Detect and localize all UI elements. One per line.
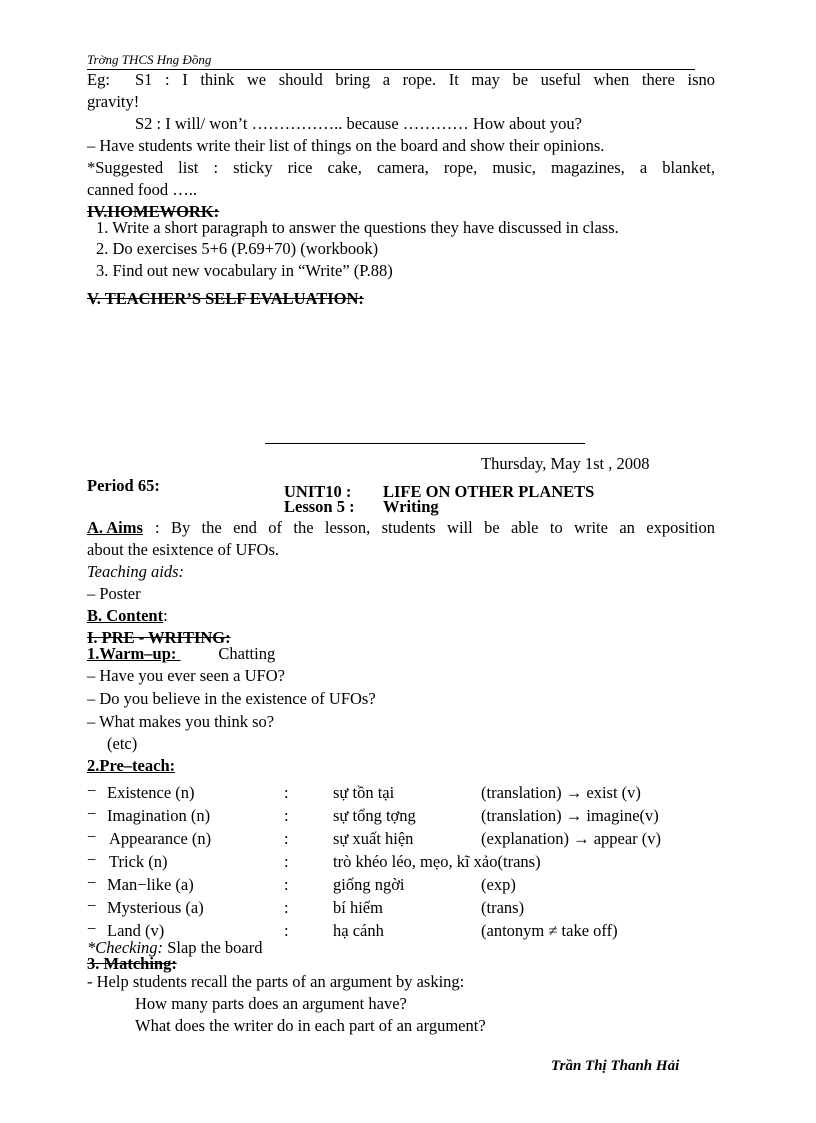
- vocab-colon: :: [284, 829, 289, 848]
- header-school: Trờng THCS Hng Đồng: [87, 52, 212, 67]
- vocab-vietnamese: sự xuất hiện: [333, 829, 414, 848]
- warmup-blank: [176, 644, 218, 664]
- warmup-question: – Have you ever seen a UFO?: [87, 666, 285, 685]
- vocab-method: (translation) → exist (v): [481, 783, 641, 802]
- vocab-vietnamese: hạ cánh: [333, 921, 384, 940]
- vocab-word: Imagination (n): [107, 806, 211, 825]
- period-label: Period 65:: [87, 476, 160, 495]
- vocab-word: Land (v): [107, 921, 165, 940]
- aims-label: A. Aims: [87, 518, 143, 537]
- matching-intro: - Help students recall the parts of an argument by asking:: [87, 972, 465, 991]
- suggested-line2: canned food …..: [87, 180, 197, 199]
- matching-question: What does the writer do in each part of an argument?: [135, 1016, 486, 1035]
- s2-line: S2 : I will/ won’t …………….. because ………… How about you?: [135, 114, 582, 133]
- vocab-bullet: −: [87, 850, 97, 869]
- matching-question: How many parts does an argument have?: [135, 994, 407, 1013]
- evaluation-title: V. TEACHER’S SELF EVALUATION:: [87, 289, 364, 308]
- vocab-method: (exp): [481, 875, 516, 894]
- aims-line2: about the esixtence of UFOs.: [87, 540, 279, 559]
- vocab-vietnamese: sự tổng tợng: [333, 806, 416, 825]
- vocab-vietnamese: trò khéo léo, mẹo, kĩ xảo(trans): [333, 852, 541, 871]
- footer-author: Trần Thị Thanh Hải: [551, 1058, 680, 1074]
- vocab-method: (translation) → imagine(v): [481, 806, 659, 825]
- checking-value: Slap the board: [167, 938, 263, 957]
- warmup-value: Chatting: [218, 644, 276, 663]
- vocab-colon: :: [284, 783, 289, 802]
- vocab-vietnamese: sự tồn tại: [333, 783, 395, 802]
- vocab-bullet: −: [87, 804, 97, 823]
- unit-label: UNIT10 :: [284, 482, 352, 501]
- warmup-label: 1.Warm–up:: [87, 644, 177, 663]
- vocab-colon: :: [284, 921, 289, 940]
- vocab-colon: :: [284, 898, 289, 917]
- vocab-method: (trans): [481, 898, 525, 917]
- vocab-colon: :: [284, 852, 289, 871]
- homework-item: 2. Do exercises 5+6 (P.69+70) (workbook): [96, 239, 379, 258]
- vocab-colon: :: [284, 875, 289, 894]
- warmup-question: – Do you believe in the existence of UFOs?: [87, 689, 376, 708]
- vocab-bullet: −: [87, 873, 97, 892]
- vocab-method: (explanation) → appear (v): [481, 829, 662, 848]
- content-label: B. Content: [87, 606, 164, 625]
- warmup-question: – What makes you think so?: [87, 712, 275, 731]
- lesson-date: Thursday, May 1st , 2008: [481, 454, 650, 473]
- suggested-line1: *Suggested list : sticky rice cake, camera, rope, music, magazines, a blanket,: [87, 158, 715, 177]
- unit-title: LIFE ON OTHER PLANETS: [383, 482, 595, 501]
- content-colon: :: [163, 606, 168, 625]
- vocab-word: Trick (n): [109, 852, 168, 871]
- aims-line1: : By the end of the lesson, students will be able to write an exposition: [155, 518, 715, 537]
- homework-item: 3. Find out new vocabulary in “Write” (P.88): [96, 261, 393, 280]
- vocab-bullet: −: [87, 781, 97, 800]
- vocab-word: Existence (n): [107, 783, 195, 802]
- homework-item: 1. Write a short paragraph to answer the questions they have discussed in class.: [96, 218, 619, 237]
- s1-line2: gravity!: [87, 92, 140, 111]
- lesson-title: Writing: [383, 497, 439, 516]
- vocab-bullet: −: [87, 827, 97, 846]
- vocab-word: Appearance (n): [109, 829, 212, 848]
- vocab-method: (antonym ≠ take off): [481, 921, 618, 940]
- section-separator: [265, 443, 585, 444]
- preteach-label: 2.Pre–teach:: [87, 756, 176, 775]
- checking-label: *Checking:: [87, 938, 164, 957]
- lesson-label: Lesson 5 :: [284, 497, 355, 516]
- vocab-colon: :: [284, 806, 289, 825]
- matching-title: 3. Matching:: [87, 954, 177, 973]
- teaching-aids-label: Teaching aids:: [87, 562, 185, 581]
- vocab-word: Man−like (a): [107, 875, 194, 894]
- pre-writing-title: I. PRE - WRITING:: [87, 628, 231, 647]
- eg-label: Eg:: [87, 70, 110, 89]
- etc-note: (etc): [107, 734, 138, 753]
- vocab-bullet: −: [87, 919, 97, 938]
- vocab-vietnamese: giống ngời: [333, 875, 405, 894]
- vocab-bullet: −: [87, 896, 97, 915]
- s1-line1: S1 : I think we should bring a rope. It may be useful when there isno: [135, 70, 715, 89]
- vocab-vietnamese: bí hiểm: [333, 898, 383, 917]
- vocab-word: Mysterious (a): [107, 898, 204, 917]
- have-students-line: – Have students write their list of things on the board and show their opinions.: [87, 136, 605, 155]
- homework-title: IV.HOMEWORK:: [87, 202, 220, 221]
- poster-item: – Poster: [87, 584, 141, 603]
